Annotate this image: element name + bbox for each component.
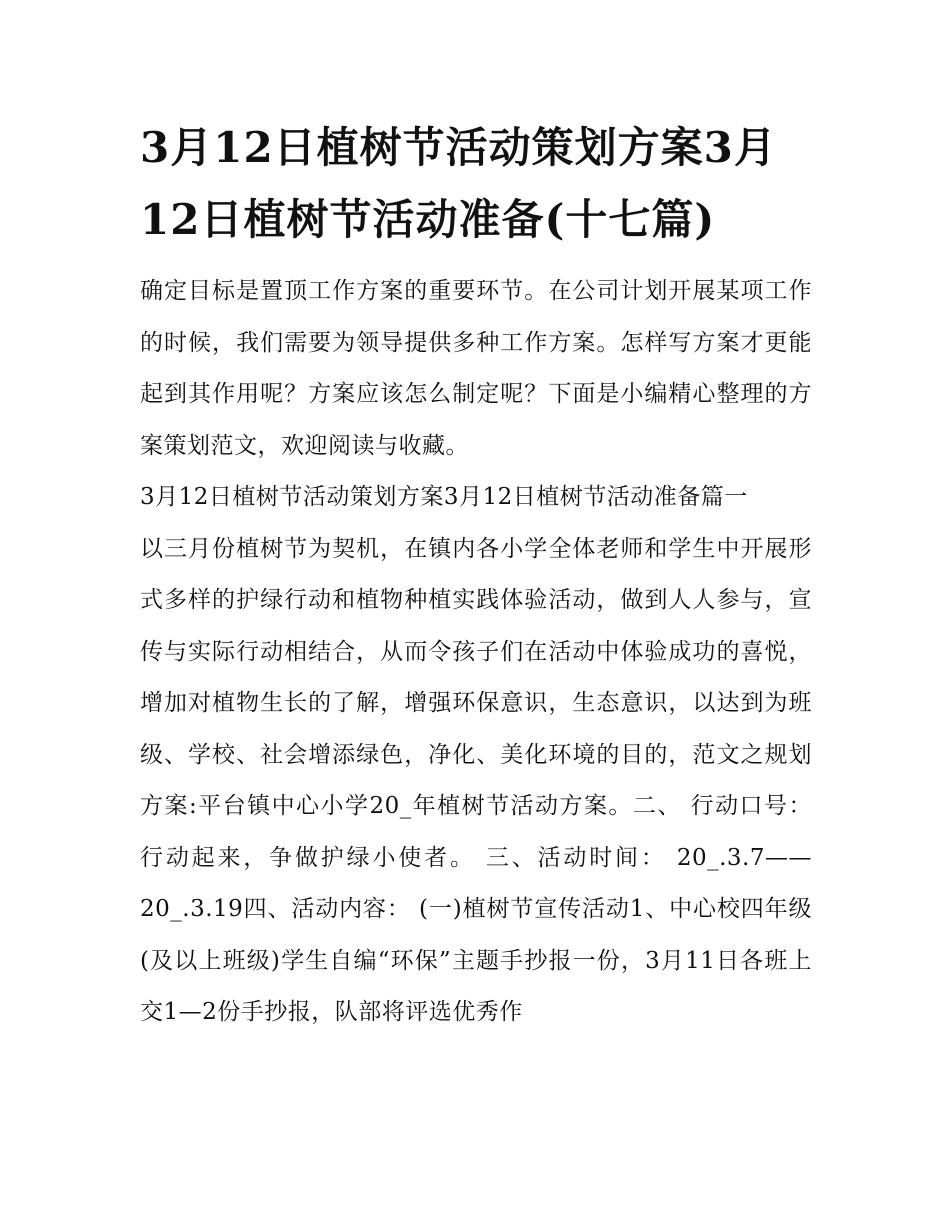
intro-paragraph: 确定目标是置顶工作方案的重要环节。在公司计划开展某项工作的时候，我们需要为领导提供多种工作方案。怎样写方案才更能起到其作用呢？方案应该怎么制定呢？下面是小编精心整理的方案策划范文，欢迎阅读与收藏。: [140, 278, 812, 459]
document-content: [140, 112, 812, 1039]
body-paragraph: 以三月份植树节为契机，在镇内各小学全体老师和学生中开展形式多样的护绿行动和植物种植实践体验活动，做到人人参与，宣传与实际行动相结合，从而令孩子们在活动中体验成功的喜悦，增加对植物生长的了解，增强环保意识，生态意识，以达到为班级、学校、社会增添绿色，净化、美化环境的目的，范文之规划方案:平台镇中心小学20_年植树节活动方案。二、 行动口号： 行动起来，争做护绿小使者。 三、活动时间： 20_.3.7——20_.3.19四、活动内容： (一)植树节宣传活动1、中心校四年级(及以上班级)学生自编“环保”主题手抄报一份，3月11日各班上交1—2份手抄报，队部将评选优秀作: [140, 535, 812, 1025]
section-heading-paragraph: 3月12日植树节活动策划方案3月12日植树节活动准备篇一: [140, 484, 748, 510]
document-title: 3月12日植树节活动策划方案3月12日植树节活动准备(十七篇): [140, 123, 777, 244]
